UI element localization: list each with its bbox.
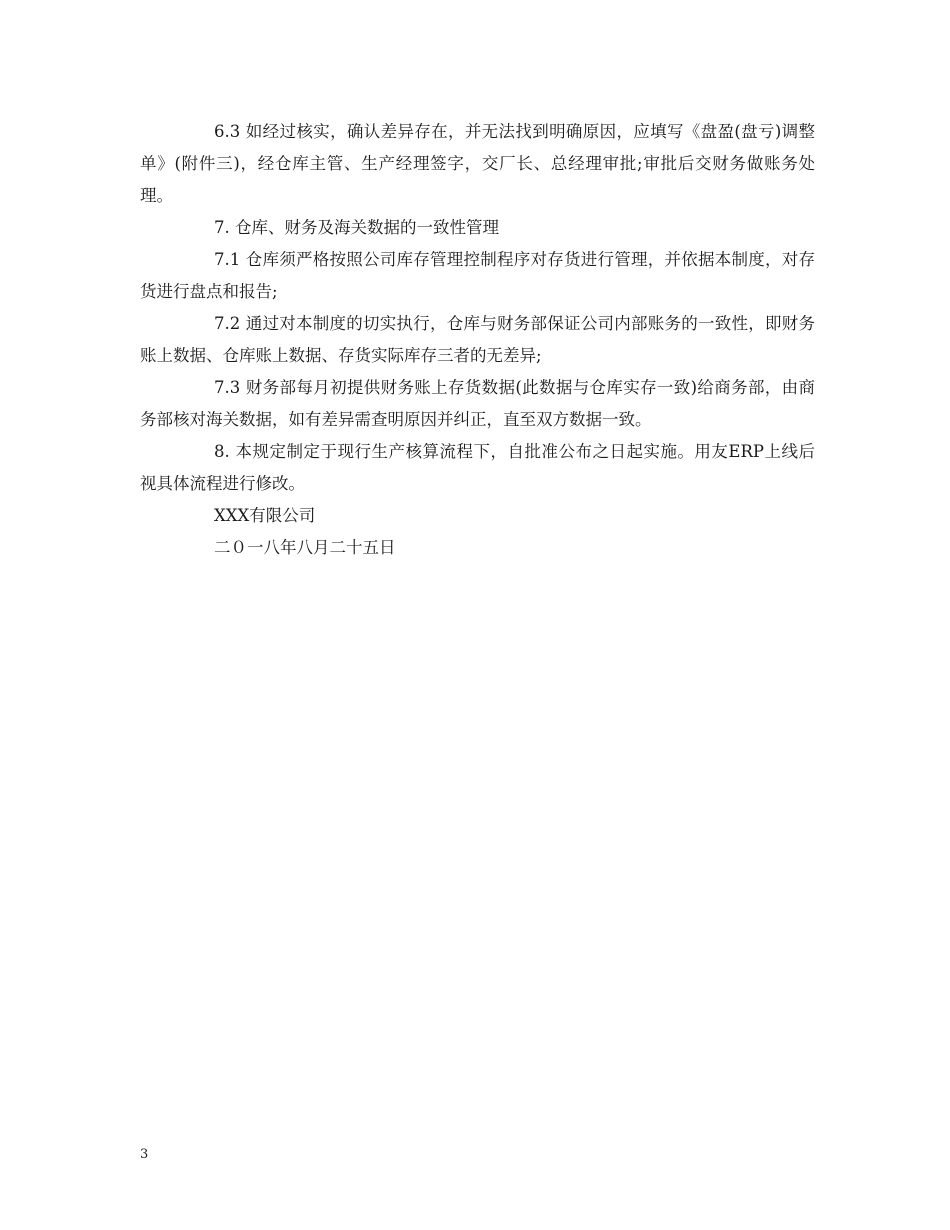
page-number: 3 — [140, 1147, 149, 1162]
paragraph-6-3: 6.3 如经过核实，确认差异存在，并无法找到明确原因，应填写《盘盈(盘亏)调整单》(附件三)，经仓库主管、生产经理签字，交厂长、总经理审批;审批后交财务做账务处理。 — [140, 122, 815, 205]
document-body — [140, 116, 815, 564]
paragraph-7-3: 7.3 财务部每月初提供财务账上存货数据(此数据与仓库实存一致)给商务部，由商务部核对海关数据，如有差异需查明原因并纠正，直至双方数据一致。 — [140, 378, 815, 429]
heading-section-7: 7. 仓库、财务及海关数据的一致性管理 — [214, 218, 499, 237]
document-date: 二０一八年八月二十五日 — [214, 538, 396, 557]
paragraph-7-2: 7.2 通过对本制度的切实执行，仓库与财务部保证公司内部账务的一致性，即财务账上数据、仓库账上数据、存货实际库存三者的无差异; — [140, 314, 815, 365]
paragraph-7-1: 7.1 仓库须严格按照公司库存管理控制程序对存货进行管理，并依据本制度，对存货进行盘点和报告; — [140, 250, 815, 301]
paragraph-8: 8. 本规定制定于现行生产核算流程下，自批准公布之日起实施。用友ERP上线后视具体流程进行修改。 — [140, 442, 815, 493]
company-name: XXX有限公司 — [214, 506, 316, 525]
